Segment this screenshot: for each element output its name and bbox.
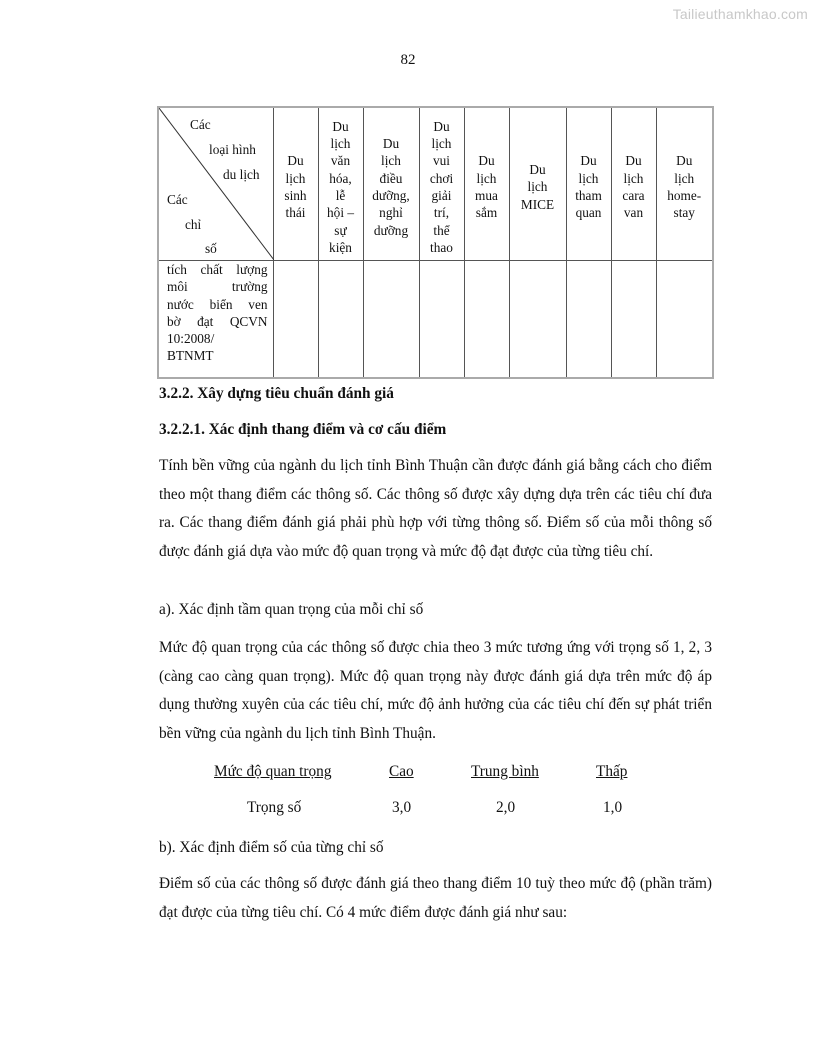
subheading-b: b). Xác định điểm số của từng chỉ số [159,839,384,856]
value-cell [611,261,656,379]
weights-row-label: Trọng số [247,799,302,816]
value-cell [273,261,318,379]
value-cell [363,261,419,379]
weights-level-medium: Trung bình [471,763,539,780]
column-header-vui-choi: Du lịch vui chơi giải trí, thể thao [419,107,464,261]
diagonal-line [159,108,274,260]
column-header-sinh-thai: Du lịch sinh thái [273,107,318,261]
value-cell [464,261,509,379]
column-header-caravan: Du lịch cara van [611,107,656,261]
paragraph-scoring: Điểm số của các thông số được đánh giá theo thang điểm 10 tuỳ theo mức độ (phần trăm) đạt được của từng tiêu chí. Có 4 mức điểm được đánh giá như sau: [159,875,712,921]
section-heading-3-2-2-1: 3.2.2.1. Xác định thang điểm và cơ cấu điểm [159,421,447,438]
value-cell [566,261,611,379]
weights-level-high: Cao [389,763,414,780]
weights-level-low: Thấp [596,763,628,780]
value-cell [509,261,566,379]
corner-top-line-2: loại hình [209,142,256,157]
weight-value-high: 3,0 [392,799,412,816]
column-header-dieu-duong: Du lịch điều dưỡng, nghỉ dưỡng [363,107,419,261]
paragraph-sustainability: Tính bền vững của ngành du lịch tỉnh Bình Thuận cần được đánh giá bằng cách cho điểm theo một thang điểm các thông số. Các thông số được xây dựng dựa trên các tiêu chí đưa ra. Các thang điểm đánh giá phải phù hợp với từng thông số. Điểm số của mỗi thông số được đánh giá dựa vào mức độ quan trọng và mức độ đạt được của từng tiêu chí. [159,457,712,560]
corner-header-cell [158,107,273,261]
section-heading-3-2-2: 3.2.2. Xây dựng tiêu chuẩn đánh giá [159,385,394,402]
weights-header-label: Mức độ quan trọng [214,763,332,780]
value-cell [656,261,713,379]
tourism-indicator-table [157,106,714,379]
column-header-homestay: Du lịch home- stay [656,107,713,261]
indicator-cell: tích chất lượng môi trường nước biển ven bờ đạt QCVN 10:2008/ BTNMT [158,261,273,379]
column-header-mice: Du lịch MICE [509,107,566,261]
column-header-van-hoa: Du lịch văn hóa, lễ hội – sự kiện [318,107,363,261]
corner-top-line-1: Các [190,117,211,132]
corner-bottom-line-2: chỉ [185,217,202,232]
table-row [158,261,713,379]
subheading-a: a). Xác định tầm quan trọng của mỗi chỉ số [159,601,424,618]
weight-value-medium: 2,0 [496,799,516,816]
corner-top-line-3: du lịch [223,167,260,182]
value-cell [419,261,464,379]
paragraph-importance-levels: Mức độ quan trọng của các thông số được chia theo 3 mức tương ứng với trọng số 1, 2, 3 (càng cao càng quan trọng). Mức độ quan trọng này được đánh giá dựa trên mức độ áp dụng thường xuyên của các tiêu chí, mức độ ảnh hưởng của các tiêu chí đến sự phát triển bền vững của ngành du lịch tỉnh Bình Thuận. [159,639,712,742]
corner-bottom-line-1: Các [167,192,188,207]
table-header-row [158,107,713,261]
column-header-tham-quan: Du lịch tham quan [566,107,611,261]
column-header-mua-sam: Du lịch mua sắm [464,107,509,261]
corner-bottom-line-3: số [205,241,217,256]
value-cell [318,261,363,379]
weight-value-low: 1,0 [603,799,623,816]
page-number: 82 [400,52,416,68]
watermark: Tailieuthamkhao.com [672,6,808,22]
